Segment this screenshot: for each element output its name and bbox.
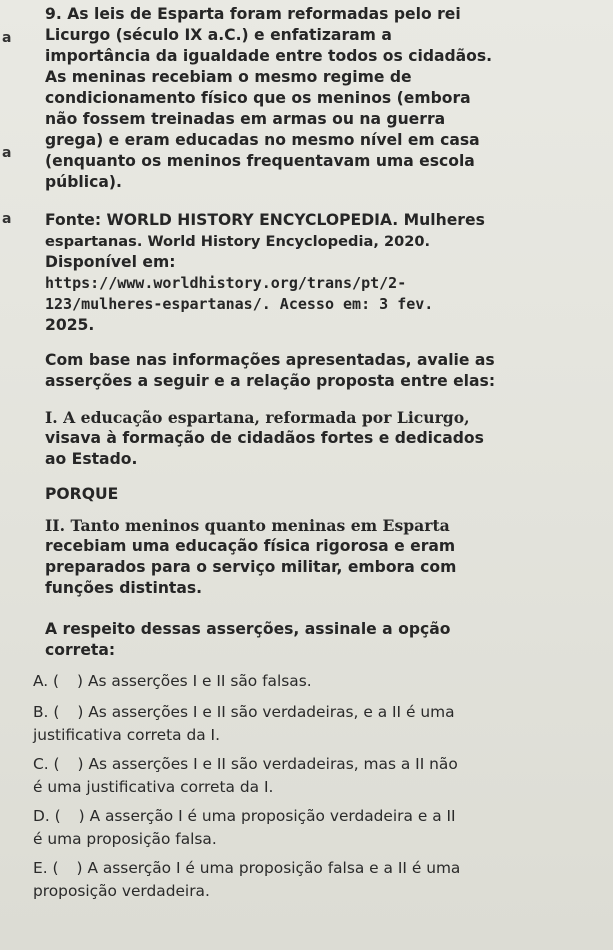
question-line: importância da igualdade entre todos os cidadãos. xyxy=(45,47,493,65)
assertion-line: funções distintas. xyxy=(45,579,203,597)
question-text xyxy=(45,4,599,193)
option-text: A asserção I é uma proposição verdadeira e a II xyxy=(89,807,456,825)
option-text: é uma justificativa correta da I. xyxy=(33,778,274,796)
assertion-1 xyxy=(45,407,599,470)
option-e[interactable] xyxy=(33,857,603,903)
option-text: As asserções I e II são falsas. xyxy=(87,672,312,690)
porque-text: PORQUE xyxy=(45,485,119,503)
option-c[interactable] xyxy=(33,753,603,799)
question-line: pública). xyxy=(45,173,122,191)
assertion-line: visava à formação de cidadãos fortes e dedicados xyxy=(45,429,484,447)
assertion-2 xyxy=(45,515,599,599)
question-line: As meninas recebiam o mesmo regime de xyxy=(45,68,412,86)
question-line: não fossem treinadas em armas ou na guerra xyxy=(45,110,446,128)
option-letter: B. ( xyxy=(33,703,60,721)
option-letter: C. ( xyxy=(33,755,60,773)
option-letter: A. ( xyxy=(33,672,60,690)
question-number: 9. xyxy=(45,5,62,23)
option-b[interactable] xyxy=(33,701,603,747)
margin-mark: a xyxy=(2,30,12,46)
option-close: ) xyxy=(76,859,83,877)
option-close: ) xyxy=(77,755,84,773)
source-line: Disponível em: xyxy=(45,253,176,271)
question-line: condicionamento físico que os meninos (embora xyxy=(45,89,471,107)
assertion-line: I. A educação espartana, reformada por Licurgo, xyxy=(45,408,470,427)
assertion-line: preparados para o serviço militar, embora com xyxy=(45,558,457,576)
margin-mark: a xyxy=(2,211,12,227)
prompt-line: A respeito dessas asserções, assinale a opção xyxy=(45,620,451,638)
instruction-line: Com base nas informações apresentadas, avalie as xyxy=(45,351,495,369)
margin-mark: a xyxy=(2,145,12,161)
option-letter: D. ( xyxy=(33,807,61,825)
instruction xyxy=(45,350,599,392)
option-close: ) xyxy=(77,703,84,721)
question-line: Licurgo (século IX a.C.) e enfatizaram a xyxy=(45,26,392,44)
source-url: https://www.worldhistory.org/trans/pt/2- xyxy=(45,274,407,292)
source-line: 2025. xyxy=(45,316,95,334)
option-close: ) xyxy=(78,807,85,825)
instruction-line: asserções a seguir e a relação proposta entre elas: xyxy=(45,372,496,390)
source-line: Fonte: WORLD HISTORY ENCYCLOPEDIA. Mulheres xyxy=(45,211,485,229)
source-citation xyxy=(45,210,599,336)
answer-prompt xyxy=(45,619,599,661)
question-line: As leis de Esparta foram reformadas pelo rei xyxy=(67,5,461,23)
option-text: As asserções I e II são verdadeiras, e a II é uma xyxy=(88,703,455,721)
prompt-line: correta: xyxy=(45,641,116,659)
option-text: A asserção I é uma proposição falsa e a II é uma xyxy=(87,859,461,877)
option-letter: E. ( xyxy=(33,859,59,877)
source-line: espartanas. World History Encyclopedia, 2020. xyxy=(45,233,431,250)
porque-label xyxy=(45,484,599,505)
source-url: 123/mulheres-espartanas/. Acesso em: 3 fev. xyxy=(45,295,434,313)
assertion-line: II. Tanto meninos quanto meninas em Esparta xyxy=(45,516,450,535)
assertion-line: recebiam uma educação física rigorosa e eram xyxy=(45,537,456,555)
option-text: justificativa correta da I. xyxy=(33,726,220,744)
option-text: é uma proposição falsa. xyxy=(33,830,217,848)
question-line: (enquanto os meninos frequentavam uma escola xyxy=(45,152,475,170)
assertion-line: ao Estado. xyxy=(45,450,138,468)
option-text: proposição verdadeira. xyxy=(33,882,210,900)
option-d[interactable] xyxy=(33,805,603,851)
option-close: ) xyxy=(77,672,84,690)
answer-options xyxy=(33,670,603,909)
option-a[interactable] xyxy=(33,670,603,693)
question-line: grega) e eram educadas no mesmo nível em casa xyxy=(45,131,480,149)
option-text: As asserções I e II são verdadeiras, mas a II não xyxy=(88,755,458,773)
